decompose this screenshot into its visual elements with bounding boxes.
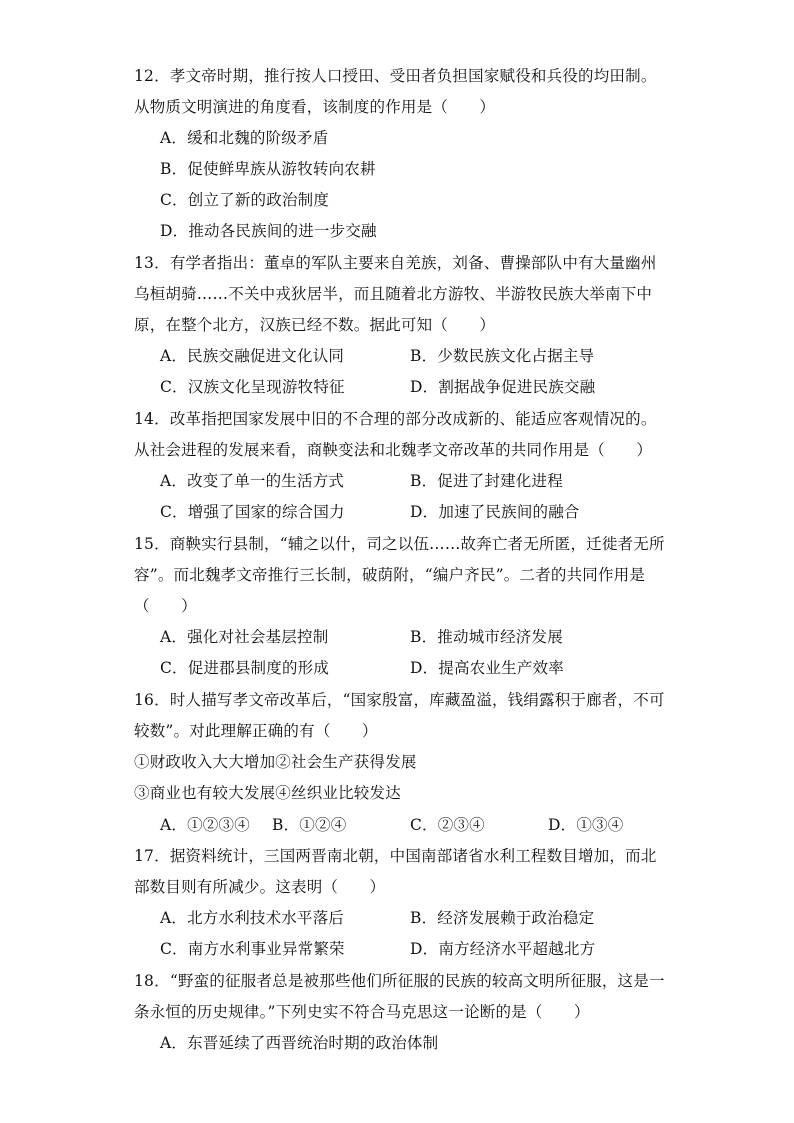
question-18-option-a: A．东晋延续了西晋统治时期的政治体制 (160, 1034, 439, 1052)
question-14-option-b: B．促进了封建化进程 (410, 472, 563, 490)
question-16-option-c: C．②③④ (410, 816, 485, 834)
question-15-stem-line-2: 容”。而北魏孝文帝推行三长制，破荫附，“编户齐民”。二者的共同作用是 (134, 566, 646, 584)
question-15-stem-line-3: （ ） (134, 597, 197, 615)
question-15-option-d: D．提高农业生产效率 (410, 659, 564, 677)
question-14-option-a: A．改变了单一的生活方式 (160, 472, 345, 490)
question-14-stem-line-1: 14．改革指把国家发展中旧的不合理的部分改成新的、能适应客观情况的。 (134, 410, 657, 428)
question-12-option-d: D．推动各民族间的进一步交融 (160, 222, 377, 240)
question-16-option-d: D．①③④ (548, 816, 624, 834)
question-12-stem-line-1: 12．孝文帝时期，推行按人口授田、受田者负担国家赋役和兵役的均田制。 (134, 67, 657, 85)
question-17-stem-line-2: 部数目则有所减少。这表明（ ） (134, 878, 386, 896)
question-12-stem-line-2: 从物质文明演进的角度看，该制度的作用是（ ） (134, 98, 496, 116)
question-14-option-d: D．加速了民族间的融合 (410, 503, 580, 521)
question-14-option-c: C．增强了国家的综合国力 (160, 503, 345, 521)
question-13-stem-line-2: 乌桓胡骑……不关中戎狄居半，而且随着北方游牧、半游牧民族大举南下中 (134, 285, 653, 303)
question-17-option-d: D．南方经济水平超越北方 (410, 940, 596, 958)
question-12-option-a: A．缓和北魏的阶级矛盾 (160, 129, 329, 147)
question-14-stem-line-2: 从社会进程的发展来看，商鞅变法和北魏孝文帝改革的共同作用是（ ） (134, 441, 653, 459)
question-15-option-a: A．强化对社会基层控制 (160, 628, 329, 646)
question-16-sub-item-line-1: ①财政收入大大增加②社会生产获得发展 (134, 753, 417, 771)
question-17-option-c: C．南方水利事业异常繁荣 (160, 940, 345, 958)
question-16-stem-line-2: 较数”。对此理解正确的有（ ） (134, 722, 378, 740)
question-13-option-a: A．民族交融促进文化认同 (160, 347, 345, 365)
question-16-sub-item-line-2: ③商业也有较大发展④丝织业比较发达 (134, 784, 401, 802)
question-17-option-a: A．北方水利技术水平落后 (160, 909, 345, 927)
question-13-stem-line-3: 原，在整个北方，汉族已经不数。据此可知（ ） (134, 316, 496, 334)
question-18-stem-line-2: 条永恒的历史规律。”下列史实不符合马克思这一论断的是（ ） (134, 1003, 590, 1021)
question-16-stem-line-1: 16．时人描写孝文帝改革后，“国家殷富，库藏盈溢，钱绢露积于廊者，不可 (134, 691, 665, 709)
question-13-option-c: C．汉族文化呈现游牧特征 (160, 378, 345, 396)
question-13-option-d: D．割据战争促进民族交融 (410, 378, 596, 396)
question-16-option-a: A．①②③④ (160, 816, 250, 834)
question-13-stem-line-1: 13．有学者指出：董卓的军队主要来自羌族，刘备、曹操部队中有大量幽州 (134, 254, 657, 272)
question-18-stem-line-1: 18．“野蛮的征服者总是被那些他们所征服的民族的较高文明所征服，这是一 (134, 972, 665, 990)
question-15-option-b: B．推动城市经济发展 (410, 628, 563, 646)
question-12-option-b: B．促使鲜卑族从游牧转向农耕 (160, 160, 376, 178)
question-15-option-c: C．促进郡县制度的形成 (160, 659, 330, 677)
question-17-option-b: B．经济发展赖于政治稳定 (410, 909, 595, 927)
question-12-option-c: C．创立了新的政治制度 (160, 191, 330, 209)
question-16-option-b: B．①②④ (272, 816, 347, 834)
question-13-option-b: B．少数民族文化占据主导 (410, 347, 595, 365)
question-17-stem-line-1: 17．据资料统计，三国两晋南北朝，中国南部诸省水利工程数目增加，而北 (134, 847, 657, 865)
question-15-stem-line-1: 15．商鞅实行县制，“辅之以什，司之以伍……故奔亡者无所匿，迁徙者无所 (134, 535, 665, 553)
